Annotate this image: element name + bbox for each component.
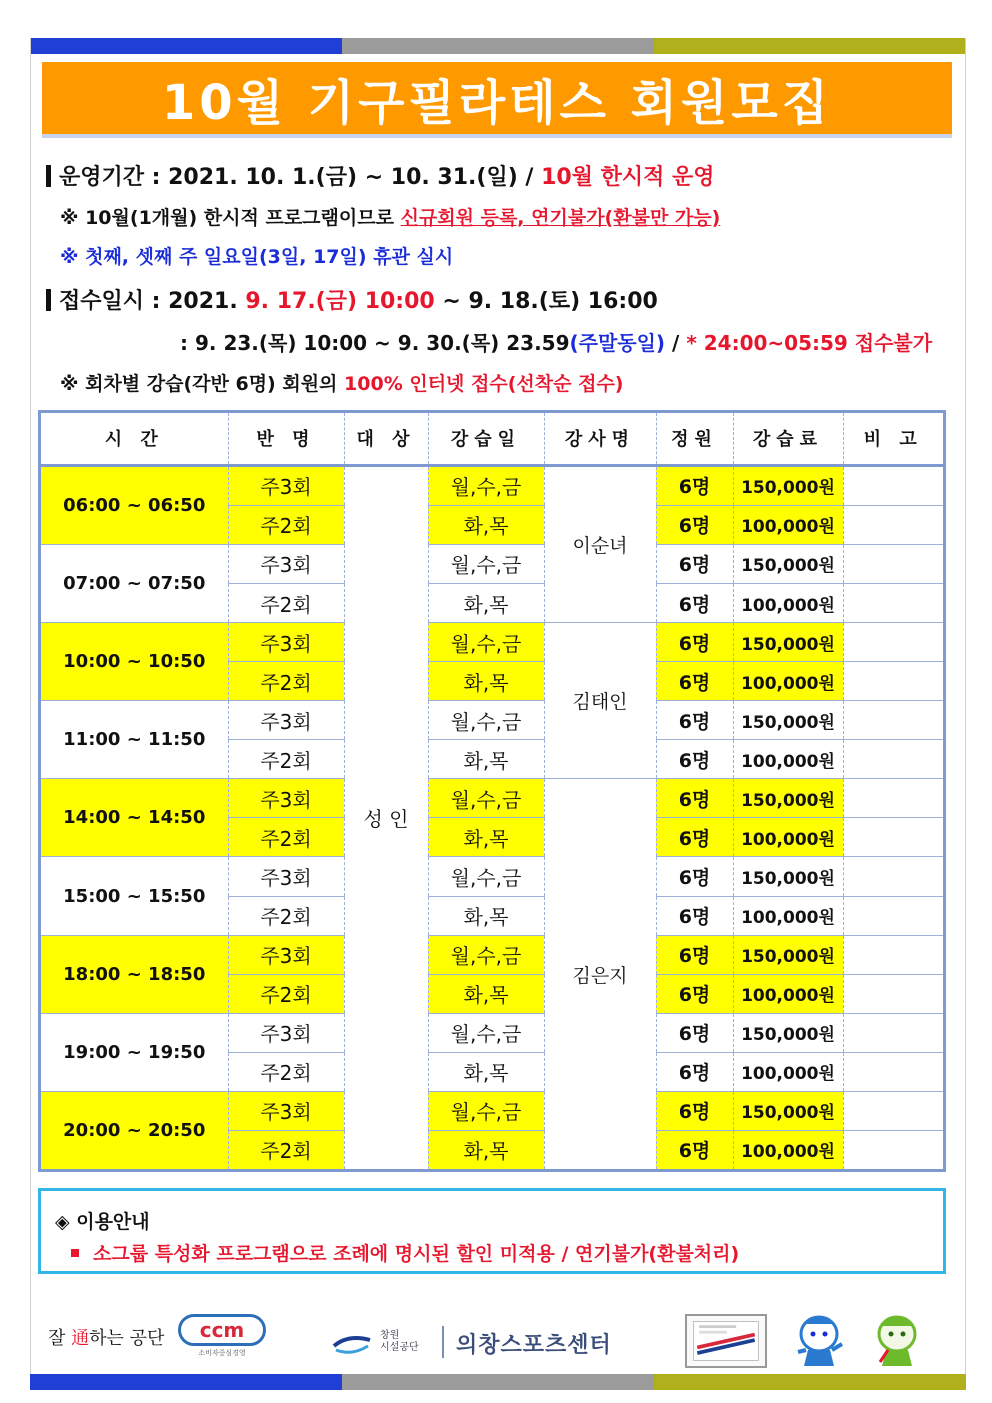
- remarks-cell: [843, 623, 943, 662]
- fee-cell: 100,000원: [733, 818, 843, 857]
- class-cell: 주2회: [228, 1052, 344, 1091]
- capacity-cell: 6명: [656, 740, 733, 779]
- remarks-cell: [843, 896, 943, 935]
- days-cell: 월,수,금: [428, 1091, 544, 1130]
- class-cell: 주3회: [228, 857, 344, 896]
- notice-title: ◈ 이용안내: [55, 1211, 150, 1233]
- days-cell: 화,목: [428, 740, 544, 779]
- time-cell: 14:00 ~ 14:50: [41, 779, 228, 857]
- days-cell: 월,수,금: [428, 623, 544, 662]
- class-cell: 주3회: [228, 779, 344, 818]
- header-capacity: 정원: [656, 413, 733, 465]
- capacity-cell: 6명: [656, 974, 733, 1013]
- table-header-row: [41, 413, 943, 465]
- class-cell: 주3회: [228, 623, 344, 662]
- class-cell: 주3회: [228, 701, 344, 740]
- days-cell: 화,목: [428, 662, 544, 701]
- title-banner: [42, 62, 952, 138]
- footer: [30, 1296, 966, 1370]
- notice-item: 소그룹 특성화 프로그램으로 조례에 명시된 할인 미적용 / 연기불가(환불처리): [71, 1239, 739, 1266]
- capacity-cell: 6명: [656, 818, 733, 857]
- remarks-cell: [843, 857, 943, 896]
- bullet-square-icon: [71, 1249, 79, 1257]
- class-cell: 주3회: [228, 465, 344, 505]
- instructor-cell: 김태인: [544, 623, 656, 779]
- remarks-cell: [843, 1052, 943, 1091]
- fee-cell: 150,000원: [733, 1091, 843, 1130]
- class-cell: 주2회: [228, 896, 344, 935]
- period-note-2: ※ 첫째, 셋째 주 일요일(3일, 17일) 휴관 실시: [60, 246, 454, 268]
- class-cell: 주3회: [228, 1013, 344, 1052]
- capacity-cell: 6명: [656, 1013, 733, 1052]
- capacity-cell: 6명: [656, 1091, 733, 1130]
- time-cell: 20:00 ~ 20:50: [41, 1091, 228, 1169]
- page-title: 10월 기구필라테스 회원모집: [161, 74, 833, 131]
- remarks-cell: [843, 1091, 943, 1130]
- class-cell: 주3회: [228, 935, 344, 974]
- table-row: [41, 701, 943, 740]
- remarks-cell: [843, 701, 943, 740]
- target-cell: 성 인: [344, 465, 428, 1169]
- slogan: 잘 通하는 공단: [48, 1328, 165, 1349]
- class-cell: 주2회: [228, 974, 344, 1013]
- days-cell: 화,목: [428, 1052, 544, 1091]
- header-instructor: 강사명: [544, 413, 656, 465]
- header-remarks: 비 고: [843, 413, 943, 465]
- mascot-blue-icon: [788, 1310, 850, 1370]
- table-row: [41, 1091, 943, 1130]
- fee-cell: 150,000원: [733, 779, 843, 818]
- remarks-cell: [843, 818, 943, 857]
- remarks-cell: [843, 465, 943, 505]
- fee-cell: 150,000원: [733, 1013, 843, 1052]
- period-line: 운영기간 : 2021. 10. 1.(금) ~ 10. 31.(일) / 10월 한시적 운영: [46, 160, 966, 191]
- header-target: 대 상: [344, 413, 428, 465]
- sports-center-logo: 창원 시설공단 의창스포츠센터: [330, 1326, 650, 1360]
- swoosh-icon: [330, 1332, 374, 1356]
- capacity-cell: 6명: [656, 935, 733, 974]
- days-cell: 월,수,금: [428, 701, 544, 740]
- bottom-color-stripe: [30, 1374, 966, 1390]
- capacity-cell: 6명: [656, 779, 733, 818]
- class-cell: 주2회: [228, 818, 344, 857]
- fee-cell: 150,000원: [733, 857, 843, 896]
- table-row: [41, 544, 943, 583]
- certification-badge-icon: [685, 1314, 767, 1368]
- fee-cell: 150,000원: [733, 544, 843, 583]
- fee-cell: 100,000원: [733, 662, 843, 701]
- class-cell: 주3회: [228, 544, 344, 583]
- time-cell: 15:00 ~ 15:50: [41, 857, 228, 935]
- remarks-cell: [843, 974, 943, 1013]
- table-row: [41, 779, 943, 818]
- class-cell: 주2회: [228, 1130, 344, 1169]
- fee-cell: 100,000원: [733, 974, 843, 1013]
- class-cell: 주2회: [228, 584, 344, 623]
- fee-cell: 100,000원: [733, 505, 843, 544]
- days-cell: 화,목: [428, 505, 544, 544]
- days-cell: 화,목: [428, 974, 544, 1013]
- capacity-cell: 6명: [656, 623, 733, 662]
- instructor-cell: 김은지: [544, 779, 656, 1169]
- capacity-cell: 6명: [656, 701, 733, 740]
- header-days: 강습일: [428, 413, 544, 465]
- remarks-cell: [843, 740, 943, 779]
- remarks-cell: [843, 505, 943, 544]
- fee-cell: 150,000원: [733, 701, 843, 740]
- days-cell: 화,목: [428, 896, 544, 935]
- registration-note: ※ 회차별 강습(각반 6명) 회원의 100% 인터넷 접수(선착순 접수): [60, 373, 624, 395]
- instructor-cell: 이순녀: [544, 465, 656, 623]
- capacity-cell: 6명: [656, 896, 733, 935]
- capacity-cell: 6명: [656, 857, 733, 896]
- remarks-cell: [843, 1013, 943, 1052]
- capacity-cell: 6명: [656, 584, 733, 623]
- fee-cell: 100,000원: [733, 1052, 843, 1091]
- table-row: [41, 935, 943, 974]
- table-row: [41, 465, 943, 505]
- time-cell: 10:00 ~ 10:50: [41, 623, 228, 701]
- table-row: [41, 1013, 943, 1052]
- time-cell: 06:00 ~ 06:50: [41, 465, 228, 544]
- days-cell: 월,수,금: [428, 465, 544, 505]
- schedule-table: [38, 410, 946, 1172]
- days-cell: 화,목: [428, 584, 544, 623]
- table-row: [41, 623, 943, 662]
- days-cell: 화,목: [428, 818, 544, 857]
- days-cell: 월,수,금: [428, 935, 544, 974]
- class-cell: 주3회: [228, 1091, 344, 1130]
- days-cell: 월,수,금: [428, 544, 544, 583]
- period-note-1: ※ 10월(1개월) 한시적 프로그램이므로 신규회원 등록, 연기불가(환불만 가능): [60, 207, 721, 229]
- class-cell: 주2회: [228, 740, 344, 779]
- time-cell: 07:00 ~ 07:50: [41, 544, 228, 622]
- capacity-cell: 6명: [656, 544, 733, 583]
- fee-cell: 100,000원: [733, 740, 843, 779]
- days-cell: 월,수,금: [428, 1013, 544, 1052]
- fee-cell: 150,000원: [733, 623, 843, 662]
- fee-cell: 100,000원: [733, 584, 843, 623]
- capacity-cell: 6명: [656, 1130, 733, 1169]
- remarks-cell: [843, 584, 943, 623]
- remarks-cell: [843, 544, 943, 583]
- remarks-cell: [843, 1130, 943, 1169]
- fee-cell: 150,000원: [733, 935, 843, 974]
- header-time: 시 간: [41, 413, 228, 465]
- fee-cell: 100,000원: [733, 1130, 843, 1169]
- header-fee: 강습료: [733, 413, 843, 465]
- mascot-green-icon: [866, 1310, 928, 1370]
- fee-cell: 150,000원: [733, 465, 843, 505]
- usage-notice-box: [38, 1188, 946, 1274]
- capacity-cell: 6명: [656, 465, 733, 505]
- header-class: 반 명: [228, 413, 344, 465]
- capacity-cell: 6명: [656, 662, 733, 701]
- registration-line-2: : 9. 23.(목) 10:00 ~ 9. 30.(목) 23.59(주말동일) / * 24:00~05:59 접수불가: [180, 331, 933, 355]
- remarks-cell: [843, 935, 943, 974]
- class-cell: 주2회: [228, 505, 344, 544]
- remarks-cell: [843, 662, 943, 701]
- days-cell: 화,목: [428, 1130, 544, 1169]
- time-cell: 11:00 ~ 11:50: [41, 701, 228, 779]
- remarks-cell: [843, 779, 943, 818]
- time-cell: 19:00 ~ 19:50: [41, 1013, 228, 1091]
- fee-cell: 100,000원: [733, 896, 843, 935]
- table-row: [41, 857, 943, 896]
- days-cell: 월,수,금: [428, 857, 544, 896]
- days-cell: 월,수,금: [428, 779, 544, 818]
- registration-line: 접수일시 : 2021. 9. 17.(금) 10:00 ~ 9. 18.(토) 16:00: [46, 284, 966, 315]
- time-cell: 18:00 ~ 18:50: [41, 935, 228, 1013]
- class-cell: 주2회: [228, 662, 344, 701]
- ccm-logo: ccm 소비자중심경영: [176, 1312, 268, 1360]
- capacity-cell: 6명: [656, 505, 733, 544]
- capacity-cell: 6명: [656, 1052, 733, 1091]
